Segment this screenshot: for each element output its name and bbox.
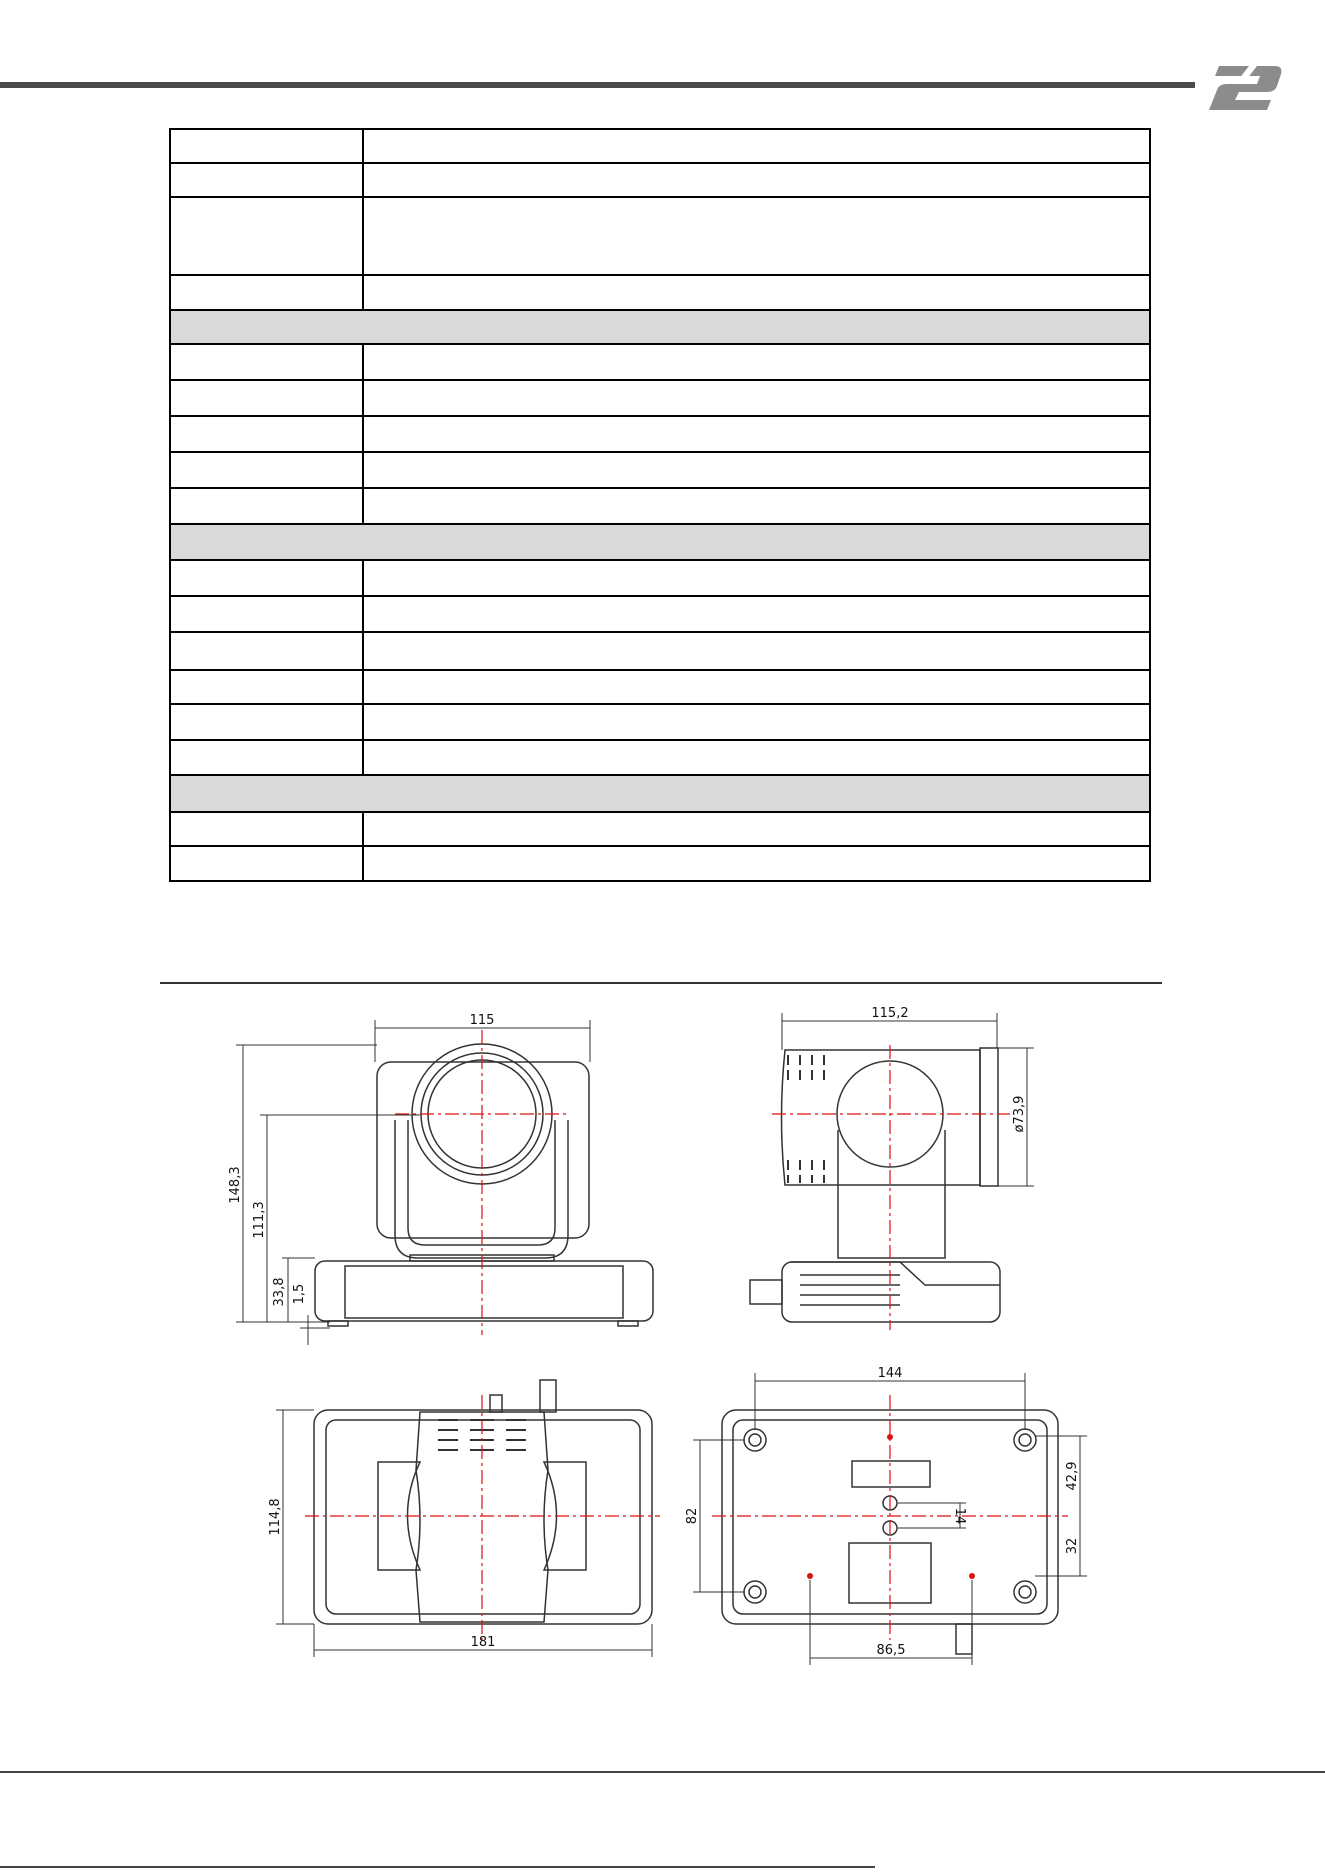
bottom-view-holes bbox=[807, 1434, 975, 1579]
footer-rule-secondary bbox=[0, 1866, 875, 1868]
side-view-dimlines bbox=[782, 1013, 1034, 1186]
front-base-height-label: 33,8 bbox=[272, 1277, 287, 1307]
front-height-axis-label: 111,3 bbox=[252, 1201, 267, 1239]
front-view-centerlines bbox=[395, 1030, 570, 1335]
side-depth-label: 115,2 bbox=[871, 1006, 909, 1021]
side-view-centerlines bbox=[772, 1045, 1010, 1330]
front-view-dimlines bbox=[236, 1020, 590, 1345]
bottom-view-centerlines bbox=[712, 1395, 1068, 1640]
bottom-tripod-span-label: 86,5 bbox=[876, 1643, 906, 1658]
side-view-vents bbox=[788, 1055, 824, 1183]
front-width-label: 115 bbox=[469, 1013, 495, 1028]
top-view-drawing bbox=[314, 1380, 652, 1624]
front-view-drawing bbox=[315, 1044, 653, 1326]
footer-rule bbox=[0, 1771, 1325, 1773]
bottom-offset-lower-label: 32 bbox=[1065, 1537, 1080, 1555]
bottom-hole-span-x-label: 144 bbox=[877, 1366, 903, 1381]
top-width-label: 181 bbox=[470, 1635, 496, 1650]
bottom-hole-span-y-label: 82 bbox=[685, 1507, 700, 1525]
front-height-total-label: 148,3 bbox=[228, 1166, 243, 1204]
side-view-drawing bbox=[750, 1048, 1000, 1322]
top-view-dimlines bbox=[276, 1410, 652, 1657]
top-view-centerlines bbox=[305, 1395, 660, 1640]
bottom-offset-upper-label: 42,9 bbox=[1065, 1461, 1080, 1491]
bottom-screw-pitch-label: 14 bbox=[952, 1507, 967, 1525]
side-lens-diameter-label: ø73,9 bbox=[1012, 1095, 1027, 1133]
front-foot-height-label: 1,5 bbox=[292, 1283, 307, 1305]
top-depth-label: 114,8 bbox=[268, 1498, 283, 1536]
